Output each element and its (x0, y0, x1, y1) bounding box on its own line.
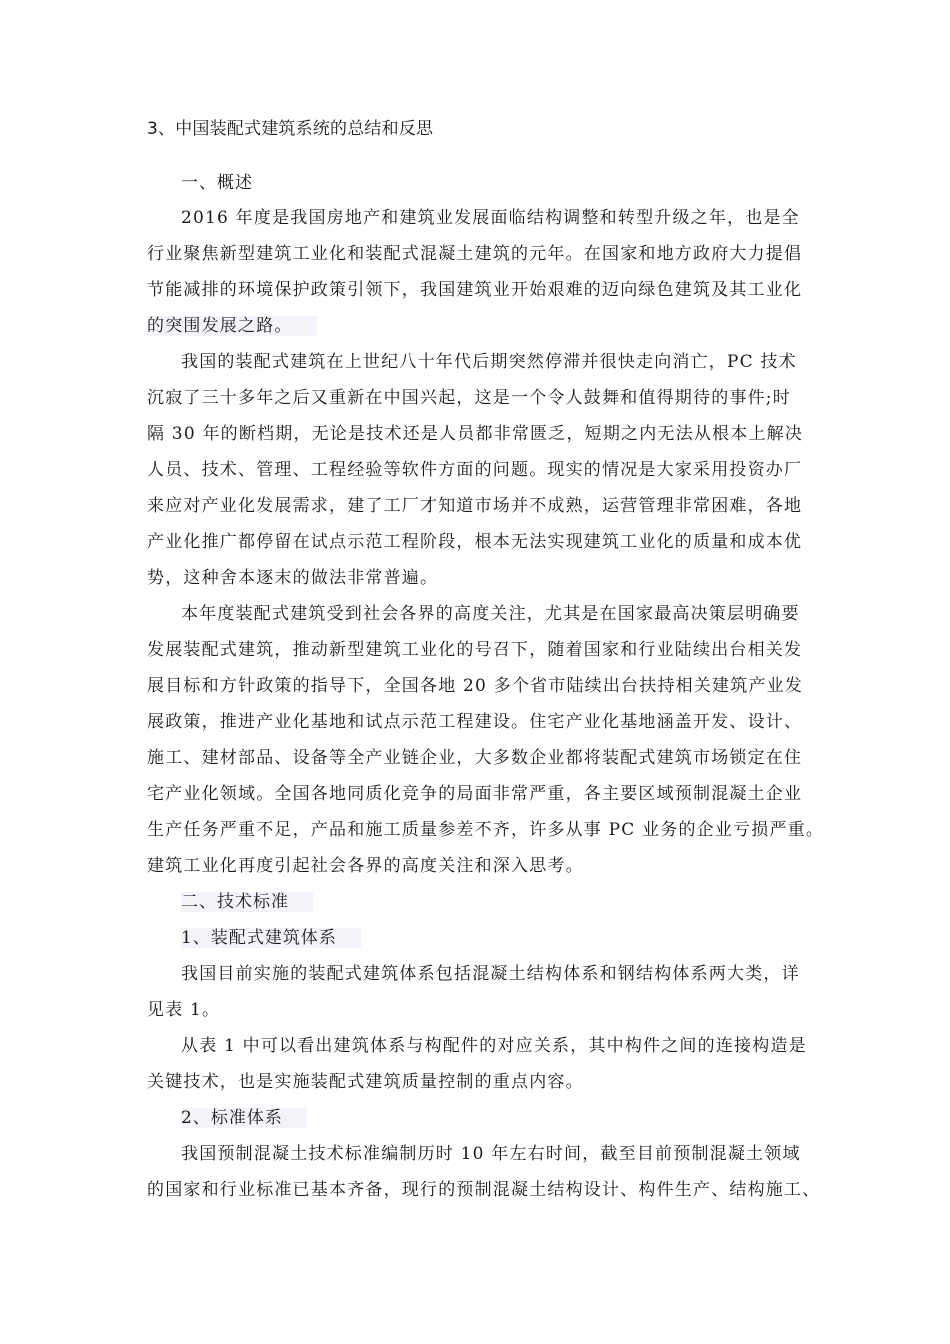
paragraph-line: 关键技术，也是实施装配式建筑质量控制的重点内容。 (147, 1072, 584, 1092)
paragraph-line: 我国目前实施的装配式建筑体系包括混凝土结构体系和钢结构体系两大类，详 (181, 964, 800, 984)
paragraph-line: 隔 30 年的断档期，无论是技术还是人员都非常匮乏，短期之内无法从根本上解决 (147, 424, 804, 444)
section-heading-technical-standards: 二、技术标准 (181, 889, 313, 915)
paragraph-line: 人员、技术、管理、工程经验等软件方面的问题。现实的情况是大家采用投资办厂 (147, 460, 803, 480)
section-heading-overview: 一、概述 (181, 173, 253, 193)
document-title: 3、中国装配式建筑系统的总结和反思 (147, 119, 434, 139)
paragraph-line: 行业聚焦新型建筑工业化和装配式混凝土建筑的元年。在国家和地方政府大力提倡 (147, 244, 803, 264)
paragraph-line: 沉寂了三十多年之后又重新在中国兴起，这是一个令人鼓舞和值得期待的事件;时 (147, 388, 791, 408)
paragraph-line: 宅产业化领域。全国各地同质化竞争的局面非常严重，各主要区域预制混凝土企业 (147, 784, 803, 804)
paragraph-line: 从表 1 中可以看出建筑体系与构配件的对应关系，其中构件之间的连接构造是 (181, 1036, 807, 1056)
paragraph-line: 节能减排的环境保护政策引领下，我国建筑业开始艰难的迈向绿色建筑及其工业化 (147, 280, 803, 300)
paragraph-line: 2016 年度是我国房地产和建筑业发展面临结构调整和转型升级之年，也是全 (181, 208, 800, 228)
paragraph-line: 展政策，推进产业化基地和试点示范工程建设。住宅产业化基地涵盖开发、设计、 (147, 712, 803, 732)
paragraph-line: 来应对产业化发展需求，建了工厂才知道市场并不成熟，运营管理非常困难，各地 (147, 496, 803, 516)
paragraph-line: 的突围发展之路。 (147, 313, 317, 339)
paragraph-line: 势，这种舍本逐末的做法非常普遍。 (147, 568, 439, 588)
paragraph-line: 施工、建材部品、设备等全产业链企业，大多数企业都将装配式建筑市场锁定在住 (147, 748, 803, 768)
paragraph-line: 我国的装配式建筑在上世纪八十年代后期突然停滞并很快走向消亡，PC 技术 (181, 352, 797, 372)
subsection-heading-standard-system: 2、标准体系 (181, 1105, 307, 1131)
paragraph-line: 生产任务严重不足，产品和施工质量参差不齐，许多从事 PC 业务的企业亏损严重。 (147, 820, 825, 840)
paragraph-line: 本年度装配式建筑受到社会各界的高度关注，尤其是在国家最高决策层明确要 (181, 604, 800, 624)
paragraph-line: 发展装配式建筑，推动新型建筑工业化的号召下，随着国家和行业陆续出台相关发 (147, 640, 803, 660)
paragraph-line: 建筑工业化再度引起社会各界的高度关注和深入思考。 (147, 856, 584, 876)
paragraph-line: 我国预制混凝土技术标准编制历时 10 年左右时间，截至目前预制混凝土领域 (181, 1144, 801, 1164)
paragraph-line: 的国家和行业标准已基本齐备，现行的预制混凝土结构设计、构件生产、结构施工、 (147, 1180, 821, 1200)
subsection-heading-building-system: 1、装配式建筑体系 (181, 925, 361, 951)
paragraph-line: 展目标和方针政策的指导下，全国各地 20 多个省市陆续出台扶持相关建筑产业发 (147, 676, 804, 696)
paragraph-line: 见表 1。 (147, 1000, 221, 1020)
paragraph-line: 产业化推广都停留在试点示范工程阶段，根本无法实现建筑工业化的质量和成本优 (147, 532, 803, 552)
